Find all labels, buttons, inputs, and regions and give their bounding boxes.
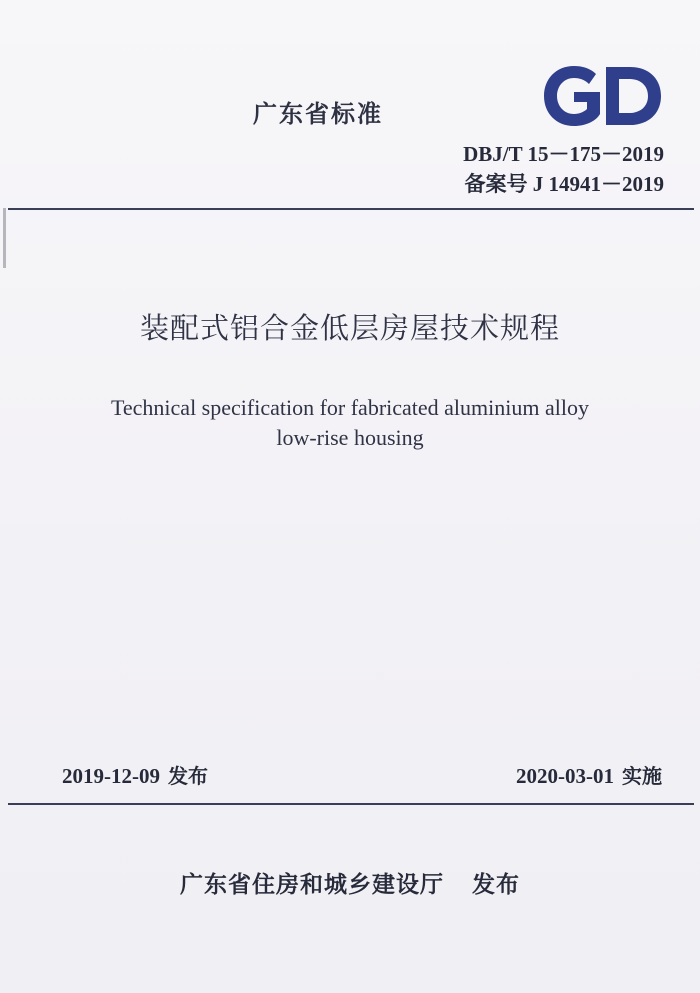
issue-date-block <box>62 760 208 789</box>
binding-edge <box>3 208 6 268</box>
record-number: 备案号 J 14941－2019 <box>464 172 664 196</box>
gd-logo <box>540 64 664 128</box>
issue-date: 2019-12-09 <box>62 764 160 788</box>
implement-date-block <box>516 760 662 789</box>
title-chinese: 装配式铝合金低层房屋技术规程 <box>139 311 560 345</box>
issue-label: 发布 <box>168 764 208 788</box>
standard-code: DBJ/T 15－175－2019 <box>463 142 664 166</box>
implement-date: 2020-03-01 <box>516 764 614 788</box>
title-english <box>0 393 700 453</box>
bottom-divider <box>8 803 694 805</box>
title-english-line1: Technical specification for fabricated aluminium alloy <box>111 395 589 420</box>
publisher-line <box>0 866 700 899</box>
title-english-line2: low-rise housing <box>276 425 424 450</box>
implement-label: 实施 <box>622 764 662 788</box>
standard-type: 广东省标准 <box>253 100 383 128</box>
publisher-name: 广东省住房和城乡建设厅 <box>180 872 444 898</box>
publish-label: 发布 <box>472 872 520 898</box>
top-divider <box>8 208 694 210</box>
